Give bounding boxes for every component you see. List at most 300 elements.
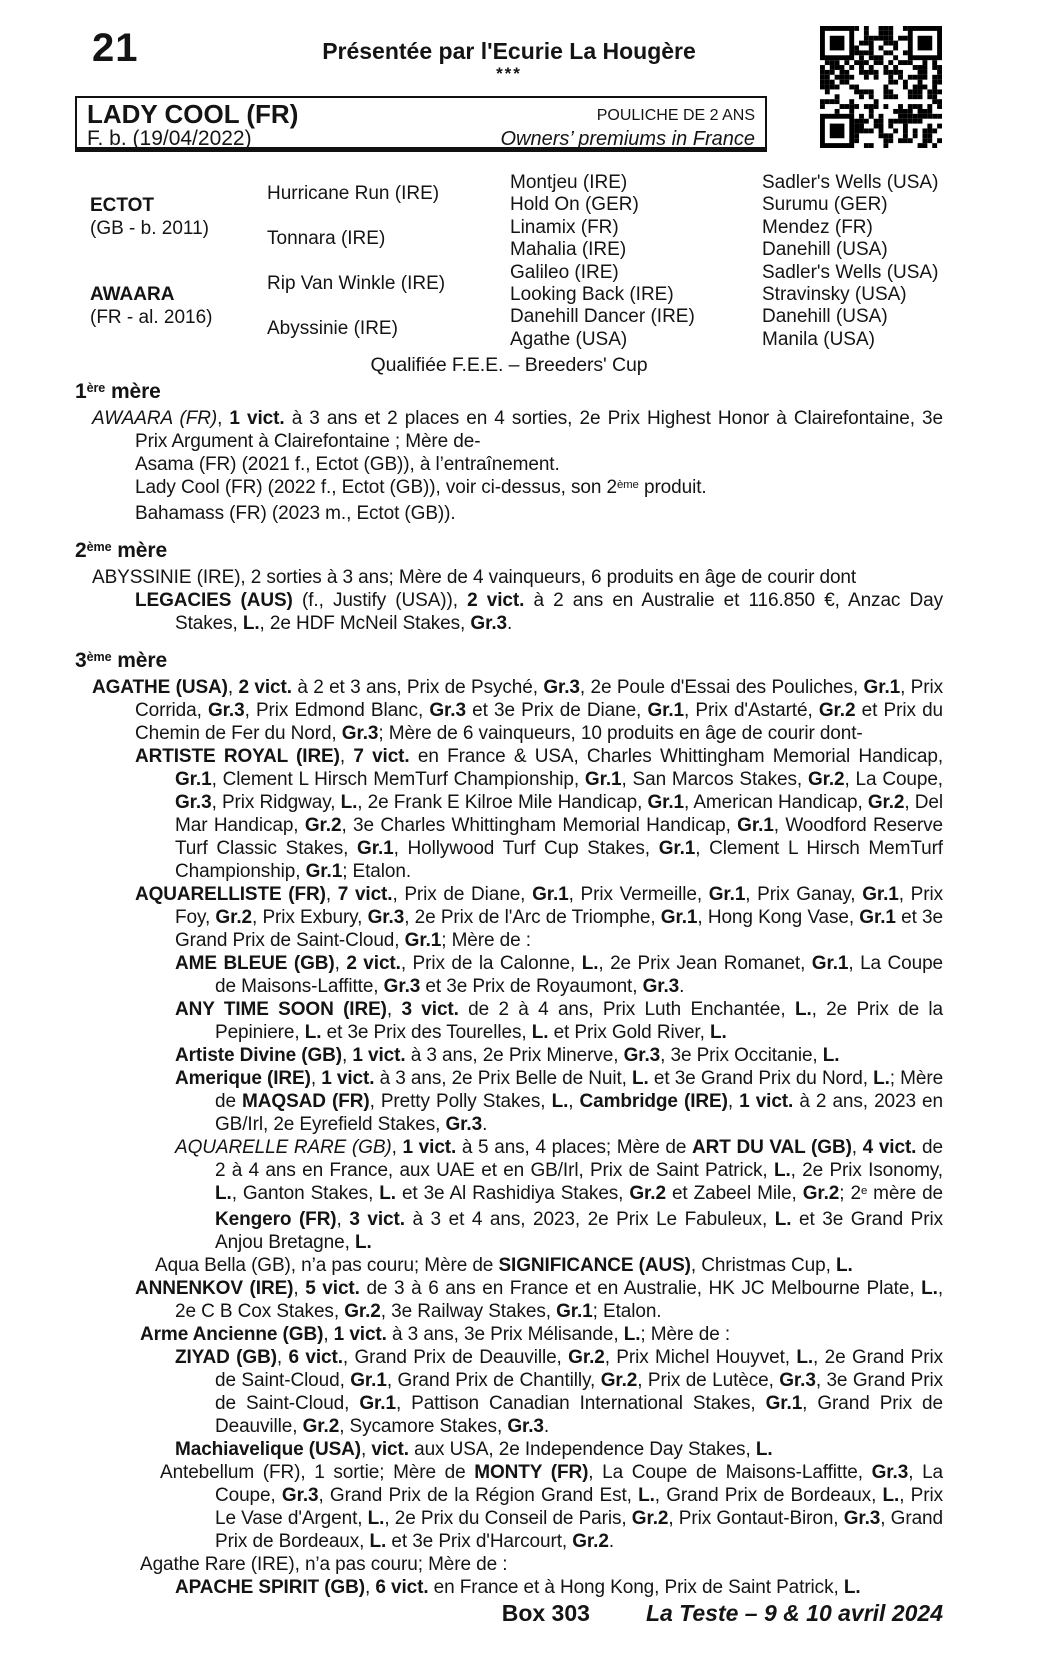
text-segment: ,	[361, 1439, 372, 1460]
text-segment: et 3e Prix des Tourelles,	[321, 1022, 532, 1043]
text-segment: , 3e Grand Prix de Saint-Cloud,	[215, 1370, 943, 1414]
text-segment: 7 vict.	[353, 746, 410, 767]
text-segment: , Grand Prix de Bordeaux,	[654, 1485, 883, 1506]
text-segment: , Prix de Lutèce,	[637, 1370, 780, 1391]
text-segment: et 3e Prix d'Harcourt,	[386, 1531, 573, 1552]
pedigree-paragraph	[75, 883, 943, 952]
text-segment: , 3e Railway Stakes,	[380, 1301, 557, 1322]
text-segment: et 3e Grand Prix du Nord,	[648, 1068, 874, 1089]
text-segment: Gr.2	[304, 815, 342, 836]
text-segment: ; Etalon.	[342, 861, 412, 882]
text-segment: Agathe Rare (IRE), n’a pas couru; Mère de :	[140, 1554, 508, 1575]
pedigree-ancestor-cell: Mendez (FR)	[762, 216, 873, 238]
text-segment: Gr.1	[862, 884, 899, 905]
pedigree-paragraph	[75, 1553, 943, 1576]
text-segment: e	[860, 1184, 868, 1197]
text-segment: L.	[709, 1022, 727, 1043]
text-segment: Gr.2	[867, 792, 905, 813]
text-segment: ,	[851, 1137, 863, 1158]
text-segment: , Grand Prix de la Région Grand Est,	[318, 1485, 639, 1506]
text-segment: à 3 ans, 2e Prix Belle de Nuit,	[374, 1068, 633, 1089]
text-segment: ,	[310, 1068, 322, 1089]
text-segment: et 3e Grand Prix Anjou Bretagne,	[215, 1209, 943, 1253]
text-segment: Gr.2	[215, 907, 252, 928]
pedigree-paragraph	[75, 1461, 943, 1553]
text-segment: et 3e Prix de Diane,	[465, 700, 648, 721]
text-segment: Gr.1	[404, 930, 442, 951]
text-segment: ème	[86, 650, 112, 665]
text-segment: , Grand Prix de Chantilly,	[386, 1370, 601, 1391]
text-segment: L.	[835, 1255, 853, 1276]
pedigree-greatgrandparent-cell: Danehill Dancer (IRE)	[510, 306, 695, 328]
text-segment: L.	[773, 1160, 791, 1181]
text-segment: , San Marcos Stakes,	[621, 769, 808, 790]
text-segment: MAQSAD (FR)	[242, 1091, 370, 1112]
text-segment: , Sycamore Stakes,	[339, 1416, 508, 1437]
qr-code-icon	[820, 26, 942, 148]
pedigree-grandparent-cell: Rip Van Winkle (IRE)	[267, 272, 446, 294]
text-segment: mère de	[867, 1183, 944, 1204]
text-segment: Gr.1	[811, 953, 849, 974]
section-title	[75, 379, 943, 407]
text-segment: Gr.2	[344, 1301, 381, 1322]
text-segment: , 2e HDF McNeil Stakes,	[259, 613, 471, 634]
text-segment: Gr.3	[445, 1114, 483, 1135]
text-segment: , La Coupe de Maisons-Laffitte,	[588, 1462, 872, 1483]
pedigree-paragraph	[75, 998, 943, 1044]
text-segment: à 2 ans, 2023 en GB/Irl, 2e Eyrefield Stakes,	[215, 1091, 943, 1135]
text-segment: Gr.1	[359, 1393, 396, 1414]
text-segment: Gr.2	[600, 1370, 638, 1391]
text-segment: .	[507, 613, 513, 634]
text-segment: , Prix d'Astarté,	[684, 700, 819, 721]
text-segment: à 3 ans et 2 places en 4 sorties, 2e Prix Highest Honor à Clairefontaine, 3e Prix Argument à Clairefontaine ; Mère de-	[135, 408, 943, 452]
text-segment: Amerique (IRE)	[175, 1068, 311, 1089]
pedigree-paragraph	[75, 1136, 943, 1254]
pedigree-parent-cell	[90, 194, 267, 240]
text-segment: .	[482, 1114, 488, 1135]
text-segment: de 2 à 4 ans, Prix Luth Enchantée,	[458, 999, 795, 1020]
text-segment: , La Coupe,	[215, 1462, 944, 1506]
text-segment: Gr.1	[532, 884, 569, 905]
text-segment: L.	[921, 1278, 938, 1299]
text-segment: ,	[336, 1209, 350, 1230]
text-segment: 1 vict.	[321, 1068, 375, 1089]
text-segment: .	[679, 976, 685, 997]
text-segment: 1	[75, 380, 87, 403]
text-segment: L.	[796, 1347, 814, 1368]
text-segment: ème	[86, 540, 112, 555]
text-segment: Gr.1	[584, 769, 622, 790]
pedigree-greatgrandparent-cell: Looking Back (IRE)	[510, 283, 674, 305]
text-segment: Gr.3	[779, 1370, 816, 1391]
text-segment: Gr.2	[807, 769, 845, 790]
section-title	[75, 538, 943, 566]
pedigree-greatgrandparent-cell: Montjeu (IRE)	[510, 172, 628, 193]
text-segment: L.	[340, 792, 358, 813]
text-segment: en France & USA, Charles Whittingham Memorial Handicap,	[409, 746, 943, 767]
pedigree-ancestor-cell: Manila (USA)	[762, 328, 875, 350]
text-segment: ; Etalon.	[592, 1301, 662, 1322]
text-segment: , Pretty Polly Stakes,	[369, 1091, 552, 1112]
text-segment: Gr.2	[818, 700, 856, 721]
text-segment: vict.	[371, 1439, 409, 1460]
lot-header-box	[75, 96, 767, 152]
text-segment: SIGNIFICANCE (AUS)	[498, 1255, 691, 1276]
pedigree-paragraph	[75, 589, 943, 635]
pedigree-parent-cell	[90, 283, 267, 329]
pedigree-paragraph	[75, 1438, 943, 1461]
text-segment: , Christmas Cup,	[690, 1255, 836, 1276]
pedigree-table	[90, 172, 972, 351]
text-segment: Gr.3	[429, 700, 466, 721]
text-segment: Gr.3	[642, 976, 680, 997]
text-segment: L.	[304, 1022, 322, 1043]
text-segment: ,	[339, 746, 354, 767]
text-segment: L.	[551, 1091, 569, 1112]
text-segment: mère	[111, 539, 168, 562]
text-segment: ère	[86, 381, 106, 396]
text-segment: Kengero (FR)	[215, 1209, 337, 1230]
text-segment: Gr.1	[737, 815, 774, 836]
text-segment: Gr.3	[383, 976, 421, 997]
text-segment: L.	[242, 613, 260, 634]
text-segment: et Zabeel Mile,	[665, 1183, 803, 1204]
text-segment: ,	[727, 1091, 740, 1112]
text-segment: , Prix Le Vase d'Argent,	[215, 1485, 943, 1529]
text-segment: Gr.3	[341, 723, 379, 744]
pedigree-paragraph	[75, 502, 943, 525]
text-segment: , Prix Michel Houyvet,	[604, 1347, 797, 1368]
text-segment: MONTY (FR)	[474, 1462, 589, 1483]
text-segment: ; Mère de :	[640, 1324, 731, 1345]
pedigree-greatgrandparent-cell: Linamix (FR)	[510, 216, 619, 238]
text-segment: ; Mère de :	[441, 930, 531, 951]
text-segment: en France et à Hong Kong, Prix de Saint Patrick,	[428, 1577, 844, 1598]
text-segment: L.	[354, 1232, 372, 1253]
text-segment: (f., Justify (USA)),	[292, 590, 468, 611]
text-segment: , American Handicap,	[684, 792, 868, 813]
pedigree-grandparent-cell: Tonnara (IRE)	[267, 228, 386, 250]
text-segment: 1 vict.	[352, 1045, 406, 1066]
text-segment: , 3e Charles Whittingham Memorial Handicap,	[341, 815, 738, 836]
text-segment: 2 vict.	[346, 953, 401, 974]
text-segment: 3 vict.	[401, 999, 459, 1020]
text-segment: ,	[391, 1137, 403, 1158]
text-segment: , Prix Edmond Blanc,	[244, 700, 430, 721]
text-segment: , 2e C B Cox Stakes,	[175, 1278, 944, 1322]
presenter-line: Présentée par l'Ecurie La Hougère	[322, 38, 696, 64]
text-segment: L.	[379, 1183, 396, 1204]
text-segment: L.	[774, 1209, 792, 1230]
text-segment: ,	[276, 1347, 289, 1368]
text-segment: à 3 ans, 2e Prix Minerve,	[405, 1045, 624, 1066]
text-segment: , 3e Prix Occitanie,	[660, 1045, 823, 1066]
text-segment: Gr.2	[302, 1416, 340, 1437]
text-segment: , Pattison Canadian International Stakes,	[395, 1393, 766, 1414]
text-segment: , Prix Vermeille,	[568, 884, 709, 905]
text-segment: , 2e Poule d'Essai des Pouliches,	[579, 677, 864, 698]
text-segment: ; Mère de 6 vainqueurs, 10 produits en âge de courir dont-	[378, 723, 863, 744]
pedigree-paragraph	[75, 407, 943, 453]
text-segment: ; Mère de	[215, 1068, 944, 1112]
text-segment: ,	[364, 1577, 376, 1598]
pedigree-paragraph	[75, 1277, 943, 1323]
text-segment: Gr.3	[208, 700, 245, 721]
text-segment: Gr.2	[631, 1508, 669, 1529]
text-segment: , 2e Grand Prix de Saint-Cloud,	[215, 1347, 943, 1391]
pedigree-ancestor-cell: Sadler's Wells (USA)	[762, 172, 939, 193]
text-segment: Asama (FR) (2021 f., Ectot (GB)), à l’entraînement.	[135, 454, 560, 475]
pedigree-ancestor-cell: Danehill (USA)	[762, 239, 888, 261]
pedigree-paragraph	[75, 1044, 943, 1067]
text-segment: Cambridge (IRE)	[579, 1091, 728, 1112]
text-segment: , Grand Prix de Deauville,	[342, 1347, 569, 1368]
text-segment: , 2e Prix Jean Romanet,	[598, 953, 812, 974]
text-segment: ABYSSINIE (IRE), 2 sorties à 3 ans; Mère de 4 vainqueurs, 6 produits en âge de courir dont	[92, 567, 857, 588]
text-segment: ,	[227, 677, 239, 698]
text-segment: L.	[843, 1577, 861, 1598]
text-segment: L.	[369, 1531, 387, 1552]
text-segment: ANY TIME SOON (IRE)	[175, 999, 387, 1020]
text-segment: mère	[111, 649, 168, 672]
text-segment: ANNENKOV (IRE)	[135, 1278, 294, 1299]
pedigree-paragraph	[75, 1346, 943, 1438]
text-segment: Gr.2	[568, 1347, 605, 1368]
text-segment: .	[543, 1416, 550, 1437]
text-segment: L.	[755, 1439, 773, 1460]
text-segment: à 3 ans, 3e Prix Mélisande,	[386, 1324, 624, 1345]
text-segment: 6 vict.	[288, 1347, 343, 1368]
text-segment: , Clement L Hirsch MemTurf Championship,	[211, 769, 585, 790]
text-segment: Arme Ancienne (GB)	[140, 1324, 324, 1345]
text-segment: ,	[293, 1278, 306, 1299]
pedigree-parent-name: ECTOT	[90, 194, 155, 216]
text-segment: , Prix Corrida,	[135, 677, 944, 721]
text-segment: 2 vict.	[467, 590, 525, 611]
text-segment: , 2e Prix de la Pepiniere,	[215, 999, 944, 1043]
text-segment: Artiste Divine (GB)	[175, 1045, 343, 1066]
text-segment: 7 vict.	[337, 884, 393, 905]
text-segment: L.	[822, 1045, 840, 1066]
text-segment: Gr.3	[871, 1462, 909, 1483]
text-segment: Gr.3	[281, 1485, 319, 1506]
section-title	[75, 648, 943, 676]
lot-header-left	[87, 99, 299, 150]
text-segment: L.	[794, 999, 812, 1020]
text-segment: Gr.1	[357, 838, 394, 859]
text-segment: Bahamass (FR) (2023 m., Ectot (GB)).	[135, 503, 456, 524]
text-segment: , Prix Ganay,	[745, 884, 863, 905]
text-segment: Gr.1	[708, 884, 746, 905]
pedigree-paragraph	[75, 1323, 943, 1346]
pedigree-greatgrandparent-cell: Hold On (GER)	[510, 194, 639, 216]
text-segment: Gr.3	[623, 1045, 661, 1066]
text-segment: , Prix Ridgway,	[211, 792, 341, 813]
text-segment: L.	[873, 1068, 890, 1089]
text-segment: L.	[531, 1022, 549, 1043]
pedigree-paragraph	[75, 566, 943, 589]
text-segment: à 2 ans en Australie et 116.850 €, Anzac Day Stakes,	[175, 590, 943, 634]
text-segment: AQUARELLE RARE (GB)	[175, 1137, 392, 1158]
text-segment: ,	[334, 953, 347, 974]
pedigree-grandparent-cell: Abyssinie (IRE)	[267, 317, 398, 339]
horse-birth: F. b. (19/04/2022)	[87, 127, 252, 150]
text-segment: L.	[632, 1068, 649, 1089]
text-segment: , 2e Prix du Conseil de Paris,	[384, 1508, 632, 1529]
text-segment: , 2e Frank E Kilroe Mile Handicap,	[357, 792, 648, 813]
presenter-stars: ***	[496, 64, 522, 83]
text-segment: 2	[75, 539, 87, 562]
text-segment: , Grand Prix de Deauville,	[215, 1393, 943, 1437]
pedigree-paragraph	[75, 952, 943, 998]
catalog-body	[75, 354, 943, 1599]
text-segment: Gr.1	[658, 838, 696, 859]
text-segment: Gr.2	[629, 1183, 666, 1204]
text-segment: et Prix Gold River,	[548, 1022, 710, 1043]
pedigree-ancestor-cell: Sadler's Wells (USA)	[762, 261, 939, 283]
qualification-line: Qualifiée F.E.E. – Breeders' Cup	[370, 354, 648, 376]
text-segment: Gr.2	[802, 1183, 840, 1204]
pedigree-paragraph	[75, 1067, 943, 1136]
pedigree-paragraph	[75, 745, 943, 883]
text-segment: et Prix du Chemin de Fer du Nord,	[135, 700, 944, 744]
text-segment: L.	[623, 1324, 641, 1345]
pedigree-greatgrandparent-cell: Galileo (IRE)	[510, 261, 619, 283]
text-segment: 6 vict.	[375, 1577, 429, 1598]
text-segment: AQUARELLISTE (FR)	[135, 884, 326, 905]
text-segment: , Woodford Reserve Turf Classic Stakes,	[175, 815, 943, 859]
text-segment: L.	[882, 1485, 900, 1506]
text-segment: Gr.2	[572, 1531, 609, 1552]
text-segment: 4 vict.	[862, 1137, 917, 1158]
text-segment: et 3e Grand Prix de Saint-Cloud,	[175, 907, 943, 951]
text-segment: Gr.3	[507, 1416, 544, 1437]
text-segment: à 2 et 3 ans, Prix de Psyché,	[291, 677, 544, 698]
text-segment: AME BLEUE (GB)	[175, 953, 335, 974]
pedigree-ancestor-cell: Surumu (GER)	[762, 194, 888, 216]
pedigree-paragraph	[75, 1576, 943, 1599]
text-segment: Gr.3	[367, 907, 405, 928]
pedigree-parent-detail: (FR - al. 2016)	[90, 307, 213, 329]
footer-sale-name: La Teste – 9 & 10 avril 2024	[645, 1600, 943, 1626]
text-segment: L.	[215, 1183, 232, 1204]
text-segment: mère	[105, 380, 161, 403]
footer	[75, 1600, 943, 1627]
text-segment: aux USA, 2e Independence Day Stakes,	[408, 1439, 756, 1460]
pedigree-paragraph	[75, 1254, 943, 1277]
text-segment: ,	[323, 1324, 334, 1345]
pedigree-grandparent-cell: Hurricane Run (IRE)	[267, 183, 440, 205]
text-segment: Gr.1	[863, 677, 901, 698]
text-segment: Gr.3	[175, 792, 212, 813]
text-segment: , La Coupe de Maisons-Laffitte,	[215, 953, 944, 997]
pedigree-greatgrandparent-cell: Agathe (USA)	[510, 328, 628, 350]
text-segment: , Prix Gontaut-Biron,	[668, 1508, 844, 1529]
text-segment: .	[608, 1531, 614, 1552]
text-segment: de 2 à 4 ans en France, aux UAE et en GB/Irl, Prix de Saint Patrick,	[215, 1137, 943, 1181]
text-segment: et 3e Prix de Royaumont,	[420, 976, 643, 997]
text-segment: AWAARA (FR)	[92, 408, 218, 429]
pedigree-ancestor-cell: Danehill (USA)	[762, 306, 888, 328]
lot-header-right	[500, 101, 755, 150]
text-segment: Lady Cool (FR) (2022 f., Ectot (GB)), voir ci-dessus, son 2	[135, 477, 617, 498]
text-segment: ème	[616, 478, 639, 491]
text-segment: , Ganton Stakes,	[231, 1183, 380, 1204]
text-segment: Gr.1	[859, 907, 896, 928]
text-segment: , Prix de Diane,	[392, 884, 533, 905]
text-segment: Machiavelique (USA)	[175, 1439, 362, 1460]
pedigree-paragraph	[75, 476, 943, 502]
lot-category: POULICHE DE 2 ANS	[596, 107, 755, 124]
text-segment: L.	[581, 953, 599, 974]
text-segment: 2 vict.	[238, 677, 292, 698]
text-segment: produit.	[638, 477, 707, 498]
text-segment: LEGACIES (AUS)	[135, 590, 293, 611]
text-segment: Gr.1	[660, 907, 698, 928]
pedigree-parent-detail: (GB - b. 2011)	[90, 217, 209, 239]
text-segment: , Hollywood Turf Cup Stakes,	[393, 838, 659, 859]
text-segment: , Prix Foy,	[175, 884, 943, 928]
text-segment: à 5 ans, 4 places; Mère de	[456, 1137, 693, 1158]
text-segment: , Hong Kong Vase,	[697, 907, 860, 928]
pedigree-ancestor-cell: Stravinsky (USA)	[762, 283, 907, 305]
text-segment: de 3 à 6 ans en France et en Australie, HK JC Melbourne Plate,	[359, 1278, 922, 1299]
owners-premiums: Owners’ premiums in France	[500, 128, 755, 150]
text-segment: Gr.1	[350, 1370, 387, 1391]
text-segment: , La Coupe,	[844, 769, 943, 790]
text-segment: Gr.3	[470, 613, 507, 634]
text-segment: Aqua Bella (GB), n’a pas couru; Mère de	[155, 1255, 499, 1276]
text-segment: APACHE SPIRIT (GB)	[175, 1577, 365, 1598]
text-segment: , Grand Prix de Bordeaux,	[215, 1508, 943, 1552]
text-segment: ,	[217, 408, 230, 429]
text-segment: 1 vict.	[229, 408, 285, 429]
horse-name: LADY COOL (FR)	[87, 99, 299, 129]
text-segment: Gr.1	[647, 792, 685, 813]
text-segment: , Clement L Hirsch MemTurf Championship,	[175, 838, 943, 882]
text-segment: , 2e Prix Isonomy,	[790, 1160, 943, 1181]
lot-number: 21	[92, 26, 139, 70]
text-segment: Gr.1	[647, 700, 685, 721]
text-segment: AGATHE (USA)	[92, 677, 228, 698]
text-segment: Gr.1	[305, 861, 343, 882]
text-segment: L.	[367, 1508, 385, 1529]
text-segment: 1 vict.	[739, 1091, 794, 1112]
text-segment: ART DU VAL (GB)	[692, 1137, 852, 1158]
pedigree-paragraph	[75, 453, 943, 476]
text-segment: ,	[386, 999, 402, 1020]
text-segment: ,	[568, 1091, 580, 1112]
footer-box-number: Box 303	[501, 1600, 590, 1626]
text-segment: , Del Mar Handicap,	[175, 792, 943, 836]
text-segment: , 2e Prix de l'Arc de Triomphe,	[404, 907, 661, 928]
dam-sections	[75, 379, 943, 1599]
text-segment: 3 vict.	[349, 1209, 405, 1230]
text-segment: 5 vict.	[305, 1278, 360, 1299]
text-segment: Gr.1	[765, 1393, 803, 1414]
text-segment: 1 vict.	[402, 1137, 457, 1158]
pedigree-parent-name: AWAARA	[90, 284, 175, 306]
text-segment: Gr.1	[175, 769, 212, 790]
text-segment: ,	[342, 1045, 353, 1066]
text-segment: 1 vict.	[333, 1324, 387, 1345]
text-segment: , Prix de la Calonne,	[400, 953, 582, 974]
text-segment: à 3 et 4 ans, 2023, 2e Prix Le Fabuleux,	[404, 1209, 775, 1230]
text-segment: et 3e Al Rashidiya Stakes,	[395, 1183, 630, 1204]
text-segment: ,	[325, 884, 338, 905]
text-segment: Gr.3	[543, 677, 580, 698]
